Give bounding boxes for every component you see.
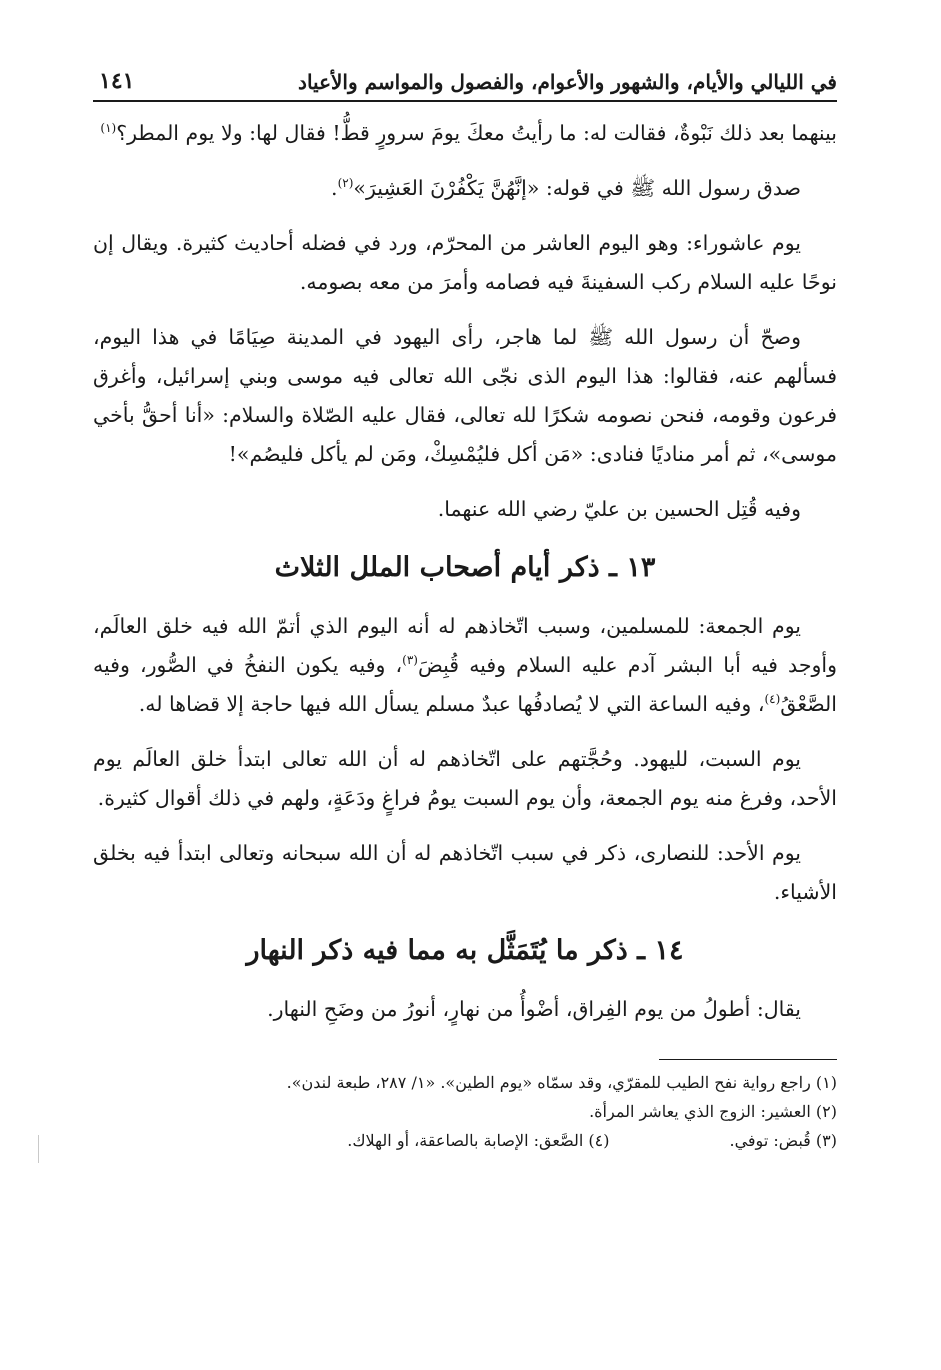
footnote-ref: (٢) bbox=[337, 176, 354, 191]
footnote-ref: (٤) bbox=[764, 692, 781, 707]
paragraph: يقال: أطولُ من يوم الفِراق، أضْوأُ من نهارٍ، أنورُ من وضَحِ النهار. bbox=[267, 997, 801, 1021]
margin-mark bbox=[38, 1135, 39, 1163]
footnotes bbox=[93, 1068, 837, 1155]
paragraph: يوم عاشوراء: وهو اليوم العاشر من المحرّم، ورد في فضله أحاديث كثيرة. ويقال إن نوحًا عليه السلام ركب السفينةَ فيه فصامه وأمرَ من معه بصومه. bbox=[93, 231, 837, 294]
paragraph: يوم الجمعة: للمسلمين، وسبب اتّخاذهم له أنه اليوم الذي أتمّ الله فيه خلق العالَم، وأوجد فيه أبا البشر آدم عليه السلام وفيه قُبِضَ$^{(٣)}$، وفيه يكون النفخُ في الصُّور، وفيه الصَّعْقُ$^{(٤)}$، وفيه الساعة التي لا يُصادفُها عبدٌ مسلم يسأل الله فيها حاجة إلا قضاها له. bbox=[93, 614, 837, 716]
paragraph: وفيه قُتِل الحسين بن عليّ رضي الله عنهما. bbox=[437, 497, 801, 521]
paragraph: وصحّ أن رسول الله ﷺ لما هاجر، رأى اليهود في المدينة صِيَامًا في هذا اليوم، فسألهم عنه، فقالوا: هذا اليوم الذى نجّى الله تعالى فيه موسى وبني إسرائيل، وأغرق فرعون وقومه، فنحن نصومه شكرًا لله تعالى، فقال عليه الصّلاة والسلام: «أنا أحقُّ بأخي موسى»، ثم أمر مناديًا فنادى: «مَن أكل فليُمْسِكْ، ومَن لم يأكل فليصُم»! bbox=[93, 325, 837, 466]
running-header bbox=[93, 68, 837, 102]
footnote-4: (٤) الصَّعق: الإصابة بالصاعقة، أو الهلاك. bbox=[347, 1131, 610, 1150]
section-heading-13: ١٣ ـ ذكر أيام أصحاب الملل الثلاث bbox=[274, 552, 656, 583]
footnote-separator bbox=[659, 1059, 837, 1060]
footnote-1: (١) راجع رواية نفح الطيب للمقرّي، وقد سمّاه «يوم الطين». «١/ ٢٨٧، طبعة لندن». bbox=[286, 1073, 837, 1092]
footnote-3: (٣) قُبض: توفي. bbox=[729, 1131, 837, 1150]
page-body bbox=[93, 114, 837, 1155]
footnote-ref: (٣) bbox=[402, 653, 418, 668]
footnote-ref: (١) bbox=[100, 121, 117, 136]
page-number: ١٤١ bbox=[99, 68, 135, 94]
paragraph: صدق رسول الله ﷺ في قوله: «إنَّهُنَّ يَكْفُرْنَ العَشِيرَ»$^{(٢)}$. bbox=[331, 176, 801, 200]
paragraph: بينهما بعد ذلك نَبْوةٌ، فقالت له: ما رأيتُ معكَ يومَ سرورٍ قطُّ! فقال لها: ولا يوم المطر؟$^{(١)}$ bbox=[100, 121, 837, 145]
footnote-row bbox=[93, 1126, 837, 1155]
paragraph: يوم الأحد: للنصارى، ذكر في سبب اتّخاذهم له أن الله سبحانه وتعالى ابتدأ فيه بخلق الأشياء. bbox=[93, 841, 837, 904]
footnote-2: (٢) العشير: الزوج الذي يعاشر المرأة. bbox=[589, 1102, 837, 1121]
book-page bbox=[93, 68, 837, 1155]
paragraph: يوم السبت، لليهود. وحُجَّتهم على اتّخاذهم له أن الله تعالى ابتدأ خلق العالَم يوم الأحد، وفرغ منه يوم الجمعة، وأن يوم السبت يومُ فراغٍ ودَعَةٍ، ولهم في ذلك أقوال كثيرة. bbox=[93, 747, 837, 810]
header-title: في الليالي والأيام، والشهور والأعوام، والفصول والمواسم والأعياد bbox=[298, 70, 837, 94]
section-heading-14: ١٤ ـ ذكر ما يُتَمَثَّل به مما فيه ذكر النهار bbox=[246, 935, 684, 966]
